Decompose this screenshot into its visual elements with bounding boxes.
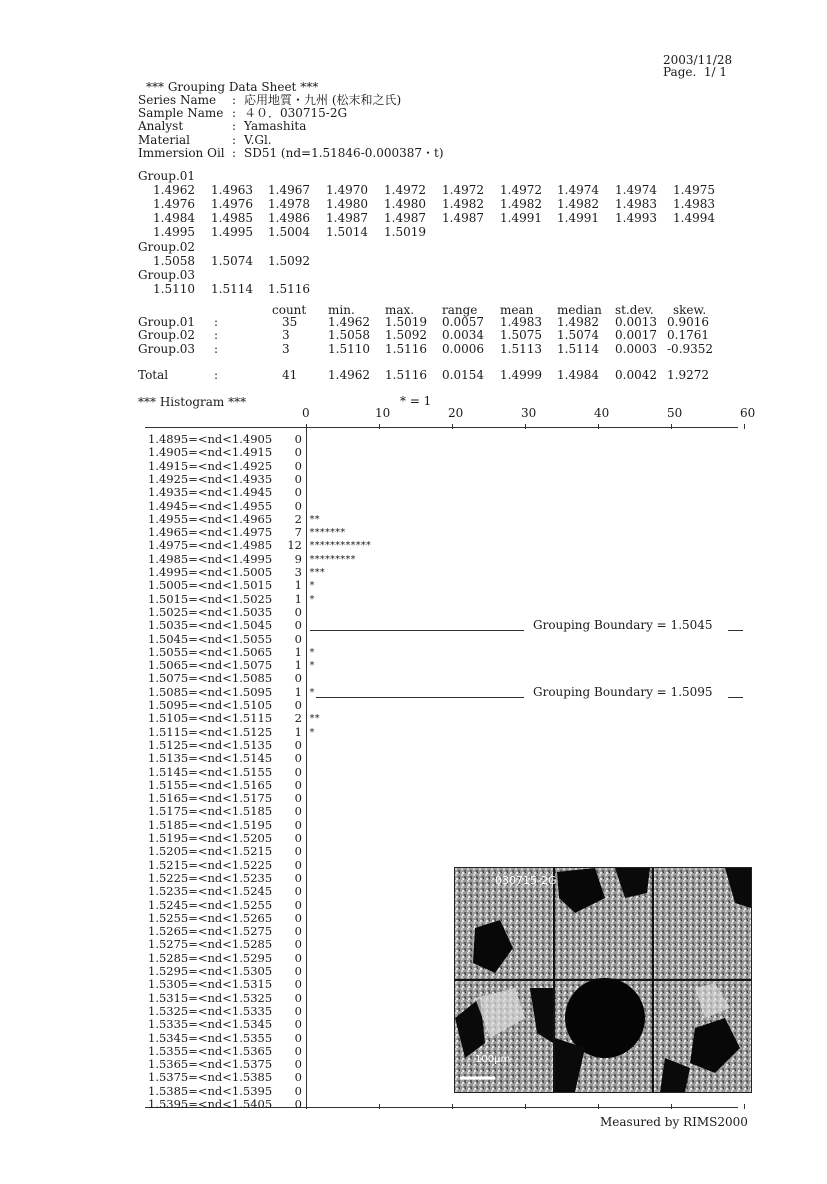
bin-count: 0 <box>294 950 302 965</box>
group-value: 1.4982 <box>442 197 484 212</box>
bin-count: 0 <box>294 1070 302 1085</box>
bin-label: 1.5305=<nd<1.5315 <box>148 977 273 992</box>
group-value: 1.4963 <box>211 183 253 198</box>
histogram-bar: * <box>309 580 315 592</box>
field-label: Series Name <box>138 93 217 107</box>
stats-value: 0.0013 <box>615 315 657 329</box>
bin-label: 1.5115=<nd<1.5125 <box>148 724 273 739</box>
field-value: Yamashita <box>244 119 307 134</box>
bin-label: 1.5095=<nd<1.5105 <box>148 698 273 712</box>
stats-value: -0.9352 <box>667 341 714 356</box>
field-value: ４０．030715-2G <box>244 106 348 121</box>
histogram-bar: ** <box>309 513 320 525</box>
bin-count: 0 <box>294 698 302 712</box>
page-number: Page. 1/ 1 <box>663 65 728 79</box>
bin-label: 1.5385=<nd<1.5395 <box>148 1083 273 1098</box>
bin-count: 0 <box>294 844 302 859</box>
stats-value: 1.9272 <box>667 368 709 382</box>
bin-count: 0 <box>294 471 302 486</box>
stats-row-separator: : <box>214 341 219 356</box>
stats-value: 0.0003 <box>615 341 657 356</box>
bin-count: 3 <box>294 565 302 579</box>
bin-label: 1.5035=<nd<1.5045 <box>148 618 273 633</box>
stats-column-header: range <box>442 303 478 317</box>
bin-count: 0 <box>294 1097 302 1111</box>
stats-value: 1.4983 <box>500 315 542 329</box>
stats-value: 0.9016 <box>667 315 709 329</box>
bin-label: 1.5275=<nd<1.5285 <box>148 937 273 952</box>
bin-count: 0 <box>294 817 302 832</box>
bin-label: 1.5005=<nd<1.5015 <box>148 578 273 593</box>
stats-value: 1.5110 <box>328 341 370 356</box>
group-value: 1.4962 <box>153 183 195 198</box>
group-value: 1.4970 <box>326 183 368 198</box>
bin-count: 0 <box>294 1030 302 1045</box>
bin-count: 0 <box>294 1003 302 1018</box>
group-value: 1.5116 <box>268 281 310 296</box>
stats-row-label: Group.01 <box>138 315 196 329</box>
stats-column-header: median <box>557 303 602 317</box>
stats-row-separator: : <box>214 315 219 329</box>
bin-label: 1.5195=<nd<1.5205 <box>148 831 273 845</box>
stats-value: 0.0154 <box>442 368 484 382</box>
group-value: 1.4995 <box>211 225 253 240</box>
bin-count: 0 <box>294 924 302 939</box>
bin-count: 0 <box>294 831 302 845</box>
bin-label: 1.4935=<nd<1.4945 <box>148 485 273 500</box>
bin-count: 7 <box>294 525 302 540</box>
stats-row-label: Total <box>138 368 169 382</box>
bin-label: 1.5335=<nd<1.5345 <box>148 1017 273 1032</box>
group-value: 1.4974 <box>615 183 657 198</box>
stats-value: 41 <box>282 368 298 382</box>
group-value: 1.4987 <box>442 211 484 226</box>
bin-label: 1.5015=<nd<1.5025 <box>148 591 273 606</box>
group-value: 1.4974 <box>557 183 599 198</box>
bin-count: 0 <box>294 777 302 792</box>
grouping-boundary-tail <box>728 630 743 631</box>
axis-tick-label: 10 <box>375 406 391 420</box>
stats-value: 1.5058 <box>328 328 370 343</box>
stats-value: 3 <box>282 328 290 343</box>
bin-label: 1.4945=<nd<1.4955 <box>148 498 273 513</box>
bin-count: 0 <box>294 804 302 819</box>
bin-count: 0 <box>294 445 302 460</box>
group-value: 1.4987 <box>384 211 426 226</box>
group-value: 1.4967 <box>268 183 310 198</box>
bin-count: 0 <box>294 990 302 1005</box>
stats-value: 1.4982 <box>557 315 599 329</box>
bin-label: 1.5225=<nd<1.5235 <box>148 870 273 885</box>
axis-tick-label: 0 <box>302 406 310 420</box>
grouping-boundary-label: Grouping Boundary = 1.5045 <box>533 618 713 633</box>
bin-label: 1.4965=<nd<1.4975 <box>148 525 273 540</box>
bin-label: 1.5365=<nd<1.5375 <box>148 1057 273 1072</box>
group-label: Group.03 <box>138 267 196 282</box>
stats-column-header: max. <box>385 303 415 317</box>
histogram-bar: * <box>309 593 315 605</box>
stats-value: 1.5019 <box>385 315 427 329</box>
histogram-bar: * <box>309 660 315 672</box>
bin-count: 0 <box>294 857 302 872</box>
group-value: 1.4986 <box>268 211 310 226</box>
histogram-bar: ************ <box>309 540 371 552</box>
sheet-title: *** Grouping Data Sheet *** <box>146 80 319 94</box>
stats-value: 0.0006 <box>442 341 484 356</box>
stats-value: 1.5092 <box>385 328 427 343</box>
bin-label: 1.5315=<nd<1.5325 <box>148 990 273 1005</box>
group-value: 1.4985 <box>211 211 253 226</box>
stats-value: 1.5113 <box>500 341 542 356</box>
group-value: 1.5074 <box>211 253 253 268</box>
bin-label: 1.4925=<nd<1.4935 <box>148 471 273 486</box>
field-separator: : <box>232 119 237 134</box>
group-value: 1.4975 <box>673 183 715 198</box>
bin-count: 0 <box>294 897 302 912</box>
photo-scale-label: 100μm <box>475 1054 511 1065</box>
group-value: 1.4983 <box>615 197 657 212</box>
group-value: 1.4982 <box>500 197 542 212</box>
stats-value: 1.5075 <box>500 328 542 343</box>
field-separator: : <box>232 93 237 107</box>
bin-count: 1 <box>294 684 302 699</box>
group-value: 1.4980 <box>384 197 426 212</box>
group-label: Group.02 <box>138 239 196 254</box>
bin-count: 1 <box>294 591 302 606</box>
group-value: 1.5014 <box>326 225 368 240</box>
stats-value: 1.4962 <box>328 315 370 329</box>
field-label: Sample Name <box>138 106 224 121</box>
bin-label: 1.5175=<nd<1.5185 <box>148 804 273 819</box>
glass-shard-photo <box>454 867 752 1093</box>
bin-count: 0 <box>294 977 302 992</box>
bin-label: 1.5075=<nd<1.5085 <box>148 671 273 686</box>
bin-count: 0 <box>294 884 302 899</box>
photo-caption: 030715-2G <box>495 874 557 887</box>
bin-label: 1.5025=<nd<1.5035 <box>148 604 273 619</box>
bin-count: 0 <box>294 604 302 619</box>
bin-count: 0 <box>294 631 302 646</box>
stats-row-label: Group.02 <box>138 328 196 343</box>
stats-row-label: Group.03 <box>138 341 196 356</box>
stats-value: 1.4984 <box>557 368 599 382</box>
group-value: 1.4972 <box>442 183 484 198</box>
histogram-bar: ********* <box>309 553 356 565</box>
bin-label: 1.5155=<nd<1.5165 <box>148 777 273 792</box>
bin-count: 0 <box>294 458 302 473</box>
group-value: 1.4976 <box>153 197 195 212</box>
bin-label: 1.5215=<nd<1.5225 <box>148 857 273 872</box>
bin-count: 2 <box>294 511 302 526</box>
stats-column-header: mean <box>500 303 534 317</box>
group-label: Group.01 <box>138 169 196 183</box>
histogram-bar: ** <box>309 713 320 725</box>
bin-count: 0 <box>294 432 302 446</box>
group-value: 1.4991 <box>557 211 599 226</box>
stats-value: 3 <box>282 341 290 356</box>
bin-count: 0 <box>294 498 302 513</box>
stats-value: 1.4962 <box>328 368 370 382</box>
stats-value: 0.1761 <box>667 328 709 343</box>
group-value: 1.5058 <box>153 253 195 268</box>
group-value: 1.5092 <box>268 253 310 268</box>
bin-count: 0 <box>294 1017 302 1032</box>
bin-label: 1.5065=<nd<1.5075 <box>148 658 273 673</box>
stats-value: 0.0057 <box>442 315 484 329</box>
stats-value: 0.0017 <box>615 328 657 343</box>
axis-tick <box>744 424 745 429</box>
bin-label: 1.5145=<nd<1.5155 <box>148 764 273 779</box>
bin-label: 1.4955=<nd<1.4965 <box>148 511 273 526</box>
bin-label: 1.4905=<nd<1.4915 <box>148 445 273 460</box>
bin-label: 1.5395=<nd<1.5405 <box>148 1097 273 1111</box>
bin-label: 1.5245=<nd<1.5255 <box>148 897 273 912</box>
bin-label: 1.5375=<nd<1.5385 <box>148 1070 273 1085</box>
bin-count: 0 <box>294 1083 302 1098</box>
group-value: 1.4980 <box>326 197 368 212</box>
field-separator: : <box>232 132 237 147</box>
histogram-scale-note: * = 1 <box>400 394 432 408</box>
group-value: 1.4972 <box>384 183 426 198</box>
grouping-boundary-label: Grouping Boundary = 1.5095 <box>533 684 713 699</box>
bin-count: 1 <box>294 578 302 593</box>
axis-tick-label: 60 <box>740 406 756 420</box>
histogram-bar: ******* <box>309 527 345 539</box>
bin-count: 2 <box>294 711 302 726</box>
group-value: 1.4976 <box>211 197 253 212</box>
stats-value: 1.5074 <box>557 328 599 343</box>
group-value: 1.4972 <box>500 183 542 198</box>
stats-column-header: count <box>272 303 307 317</box>
grouping-boundary-tail <box>728 697 743 698</box>
histogram-baseline <box>306 428 307 1106</box>
bin-label: 1.5135=<nd<1.5145 <box>148 751 273 766</box>
bin-label: 1.4995=<nd<1.5005 <box>148 565 273 579</box>
bin-count: 0 <box>294 737 302 752</box>
stats-column-header: min. <box>328 303 355 317</box>
field-value: SD51 (nd=1.51846-0.000387・t) <box>244 145 444 160</box>
histogram-bar: * <box>309 726 315 738</box>
axis-tick <box>744 1104 745 1109</box>
field-separator: : <box>232 145 237 160</box>
bin-count: 0 <box>294 1057 302 1072</box>
stats-value: 1.4999 <box>500 368 542 382</box>
group-value: 1.4978 <box>268 197 310 212</box>
stats-row-separator: : <box>214 368 219 382</box>
bin-count: 9 <box>294 551 302 566</box>
bin-count: 1 <box>294 724 302 739</box>
axis-tick-label: 50 <box>667 406 683 420</box>
axis-tick-label: 20 <box>448 406 464 420</box>
grouping-boundary-line <box>310 630 524 631</box>
bin-label: 1.4915=<nd<1.4925 <box>148 458 273 473</box>
bin-label: 1.5165=<nd<1.5175 <box>148 791 273 806</box>
bin-count: 0 <box>294 937 302 952</box>
histogram-bar: *** <box>309 567 325 578</box>
field-separator: : <box>232 106 237 121</box>
bin-count: 0 <box>294 870 302 885</box>
bin-label: 1.4975=<nd<1.4985 <box>148 538 273 553</box>
bin-label: 1.5085=<nd<1.5095 <box>148 684 273 699</box>
group-value: 1.5110 <box>153 281 195 296</box>
stats-value: 1.5116 <box>385 341 427 356</box>
histogram-bar: * <box>309 686 315 698</box>
bin-label: 1.5105=<nd<1.5115 <box>148 711 273 726</box>
stats-value: 35 <box>282 315 298 329</box>
stats-value: 1.5116 <box>385 368 427 382</box>
group-value: 1.4991 <box>500 211 542 226</box>
bin-label: 1.5345=<nd<1.5355 <box>148 1030 273 1045</box>
bin-count: 1 <box>294 658 302 673</box>
group-value: 1.4987 <box>326 211 368 226</box>
bin-label: 1.5055=<nd<1.5065 <box>148 644 273 659</box>
group-value: 1.5004 <box>268 225 310 240</box>
bin-count: 0 <box>294 671 302 686</box>
stats-value: 0.0042 <box>615 368 657 382</box>
group-value: 1.5019 <box>384 225 426 240</box>
bin-label: 1.4985=<nd<1.4995 <box>148 551 273 566</box>
bin-label: 1.5285=<nd<1.5295 <box>148 950 273 965</box>
stats-column-header: skew. <box>673 303 707 317</box>
stats-column-header: st.dev. <box>615 303 654 317</box>
field-label: Analyst <box>138 119 184 134</box>
histogram-bar: * <box>309 646 315 658</box>
bin-count: 1 <box>294 644 302 659</box>
histogram-title: *** Histogram *** <box>138 395 247 409</box>
field-value: 応用地質・九州 (松末和之氏) <box>244 93 402 107</box>
bin-count: 0 <box>294 751 302 766</box>
bin-label: 1.5325=<nd<1.5335 <box>148 1003 273 1018</box>
bin-label: 1.4895=<nd<1.4905 <box>148 432 273 446</box>
group-value: 1.4983 <box>673 197 715 212</box>
field-label: Immersion Oil <box>138 145 225 160</box>
grouping-boundary-line <box>316 697 524 698</box>
bin-count: 0 <box>294 618 302 633</box>
axis-line-top <box>145 427 738 428</box>
bin-count: 0 <box>294 964 302 978</box>
bin-count: 12 <box>287 538 302 553</box>
bin-count: 0 <box>294 764 302 779</box>
bin-label: 1.5205=<nd<1.5215 <box>148 844 273 859</box>
bin-label: 1.5125=<nd<1.5135 <box>148 737 273 752</box>
measured-by: Measured by RIMS2000 <box>600 1115 748 1129</box>
bin-label: 1.5185=<nd<1.5195 <box>148 817 273 832</box>
stats-value: 0.0034 <box>442 328 484 343</box>
bin-label: 1.5295=<nd<1.5305 <box>148 964 273 978</box>
field-label: Material <box>138 132 190 147</box>
bin-count: 0 <box>294 1043 302 1058</box>
group-value: 1.5114 <box>211 281 253 296</box>
bin-label: 1.5235=<nd<1.5245 <box>148 884 273 899</box>
bin-count: 0 <box>294 485 302 500</box>
field-value: V.Gl. <box>244 132 272 147</box>
axis-tick-label: 40 <box>594 406 610 420</box>
bin-label: 1.5045=<nd<1.5055 <box>148 631 273 646</box>
group-value: 1.4993 <box>615 211 657 226</box>
stats-row-separator: : <box>214 328 219 343</box>
report-date: 2003/11/28 <box>663 53 733 67</box>
bin-label: 1.5255=<nd<1.5265 <box>148 910 273 925</box>
bin-count: 0 <box>294 910 302 925</box>
group-value: 1.4994 <box>673 211 715 226</box>
group-value: 1.4984 <box>153 211 195 226</box>
bin-label: 1.5355=<nd<1.5365 <box>148 1043 273 1058</box>
group-value: 1.4995 <box>153 225 195 240</box>
group-value: 1.4982 <box>557 197 599 212</box>
axis-tick-label: 30 <box>521 406 537 420</box>
stats-value: 1.5114 <box>557 341 599 356</box>
bin-label: 1.5265=<nd<1.5275 <box>148 924 273 939</box>
bin-count: 0 <box>294 791 302 806</box>
